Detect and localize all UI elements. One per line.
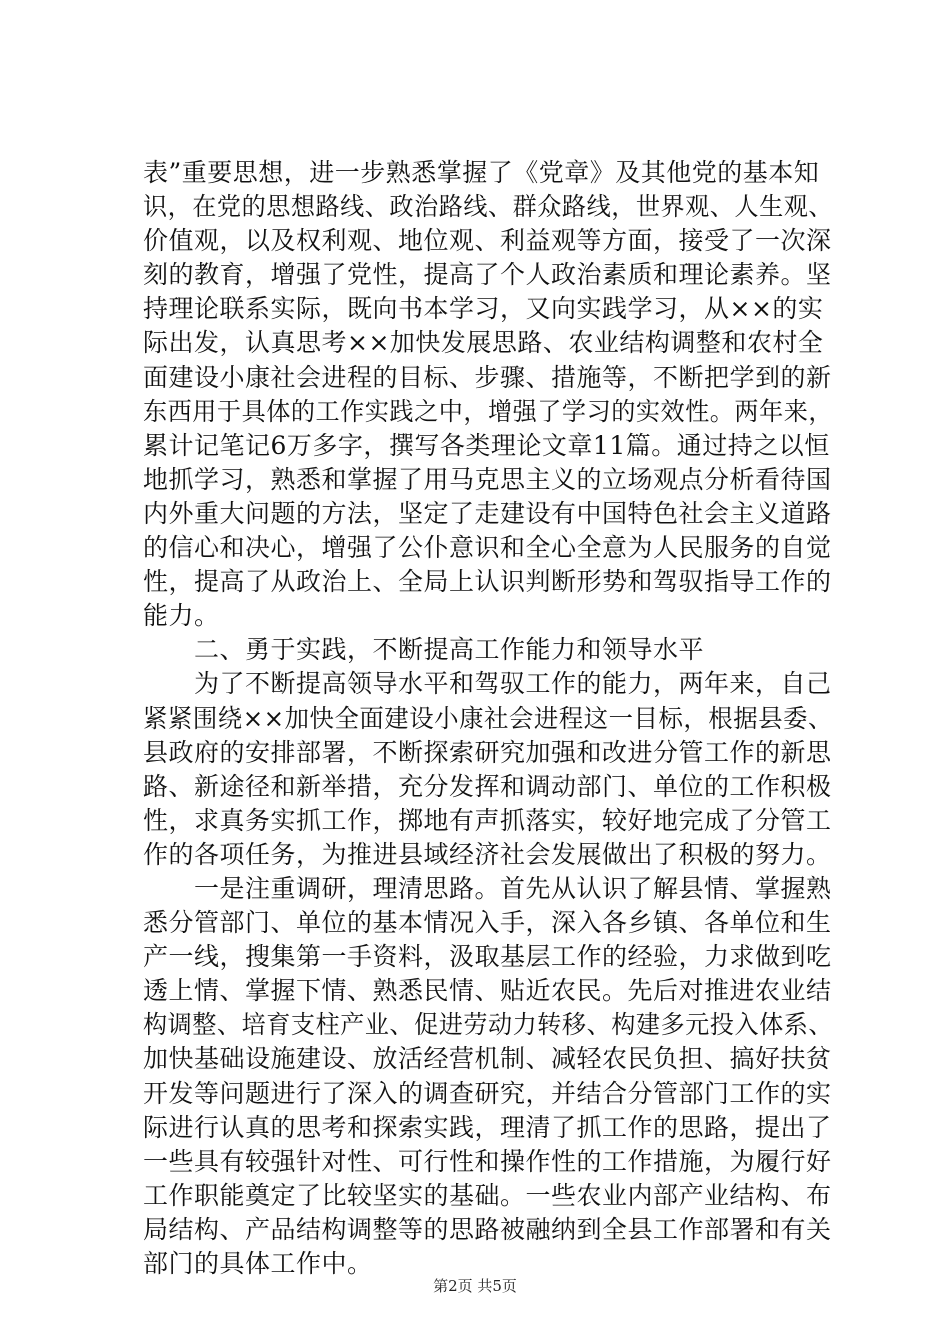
text-line: 持理论联系实际，既向书本学习，又向实践学习，从××的实 — [143, 294, 824, 324]
text-line: 刻的教育，增强了党性，提高了个人政治素质和理论素养。坚 — [143, 260, 832, 290]
text-line: 县政府的安排部署，不断探索研究加强和改进分管工作的新思 — [143, 737, 832, 767]
text-line: 地抓学习，熟悉和掌握了用马克思主义的立场观点分析看待国 — [143, 464, 832, 494]
text-line: 一些具有较强针对性、可行性和操作性的工作措施，为履行好 — [143, 1146, 832, 1176]
text-line: 际出发，认真思考××加快发展思路、农业结构调整和农村全 — [143, 328, 824, 358]
text-line: 累计记笔记6万多字，撰写各类理论文章11篇。通过持之以恒 — [143, 430, 830, 460]
text-line: 表”重要思想，进一步熟悉掌握了《党章》及其他党的基本知 — [143, 158, 820, 187]
text-line: 价值观，以及权利观、地位观、利益观等方面，接受了一次深 — [143, 226, 832, 256]
text-line: 构调整、培育支柱产业、促进劳动力转移、构建多元投入体系、 — [143, 1010, 834, 1040]
text-line: 的信心和决心，增强了公仆意识和全心全意为人民服务的自觉 — [143, 533, 832, 563]
text-line: 部门的具体工作中。 — [143, 1249, 373, 1278]
text-line: 开发等问题进行了深入的调查研究，并结合分管部门工作的实 — [143, 1078, 832, 1108]
text-line: 工作职能奠定了比较坚实的基础。一些农业内部产业结构、布 — [143, 1180, 832, 1210]
text-line: 一是注重调研，理清思路。首先从认识了解县情、掌握熟 — [143, 873, 832, 903]
document-body — [143, 156, 833, 1281]
text-line: 路、新途径和新举措，充分发挥和调动部门、单位的工作积极 — [143, 771, 832, 801]
text-line: 面建设小康社会进程的目标、步骤、措施等，不断把学到的新 — [143, 362, 832, 392]
text-line: 局结构、产品结构调整等的思路被融纳到全县工作部署和有关 — [143, 1214, 832, 1244]
text-line: 内外重大问题的方法，坚定了走建设有中国特色社会主义道路 — [143, 498, 832, 528]
text-line: 性，提高了从政治上、全局上认识判断形势和驾驭指导工作的 — [143, 567, 832, 597]
text-line: 识，在党的思想路线、政治路线、群众路线，世界观、人生观、 — [143, 192, 834, 222]
text-line: 性，求真务实抓工作，掷地有声抓落实，较好地完成了分管工 — [143, 805, 832, 835]
text-line: 透上情、掌握下情、熟悉民情、贴近农民。先后对推进农业结 — [143, 976, 832, 1006]
text-line: 紧紧围绕××加快全面建设小康社会进程这一目标，根据县委、 — [143, 703, 833, 733]
page-number-footer: 第2页 共5页 — [433, 1277, 517, 1295]
text-line: 悉分管部门、单位的基本情况入手，深入各乡镇、各单位和生 — [143, 908, 832, 938]
text-line: 加快基础设施建设、放活经营机制、减轻农民负担、搞好扶贫 — [143, 1044, 832, 1074]
text-line: 二、勇于实践，不断提高工作能力和领导水平 — [143, 635, 705, 665]
text-line: 东西用于具体的工作实践之中，增强了学习的实效性。两年来， — [143, 396, 834, 426]
text-line: 能力。 — [143, 601, 220, 631]
text-line: 产一线，搜集第一手资料，汲取基层工作的经验，力求做到吃 — [143, 942, 832, 972]
text-line: 为了不断提高领导水平和驾驭工作的能力，两年来，自己 — [143, 669, 832, 699]
text-line: 际进行认真的思考和探索实践，理清了抓工作的思路，提出了 — [143, 1112, 832, 1142]
text-line: 作的各项任务，为推进县域经济社会发展做出了积极的努力。 — [143, 839, 832, 869]
